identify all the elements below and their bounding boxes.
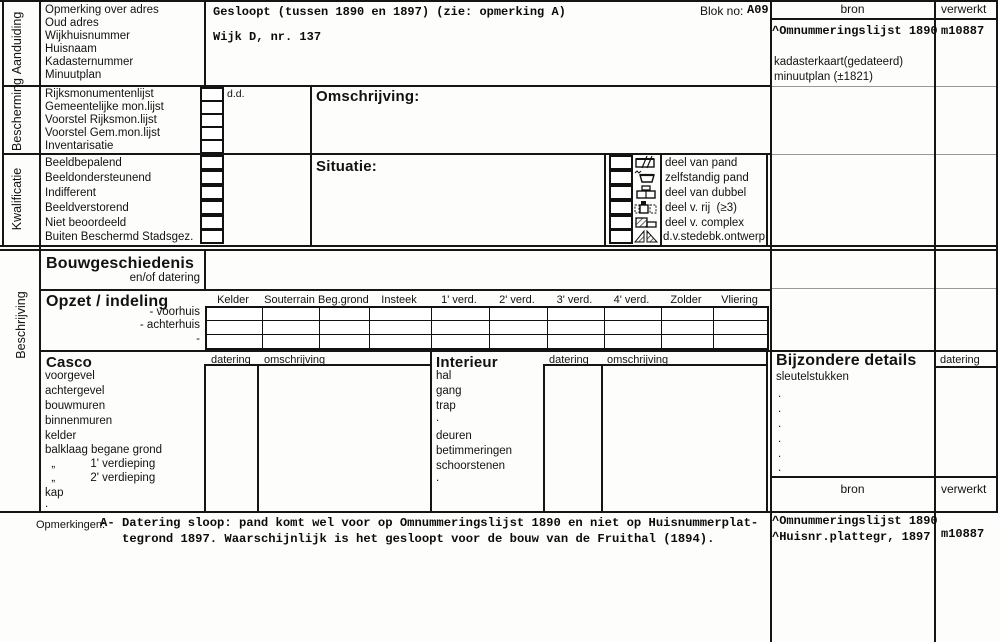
divider bbox=[39, 2, 41, 512]
casco-omschrijving-header: omschrijving bbox=[264, 354, 326, 366]
divider bbox=[766, 155, 768, 245]
kwalificatie-item: Beeldverstorend bbox=[45, 202, 129, 214]
verwerkt-column-header-bottom: verwerkt bbox=[941, 482, 987, 496]
divider bbox=[257, 364, 259, 512]
situatie-option: deel van pand bbox=[665, 157, 738, 169]
divider bbox=[2, 2, 4, 247]
opzet-cell[interactable] bbox=[207, 335, 263, 348]
opzet-cell[interactable] bbox=[605, 335, 662, 348]
divider bbox=[310, 86, 312, 247]
zelfstandig-pand-icon bbox=[634, 170, 660, 184]
typed-verwerkt-code-bottom: m10887 bbox=[941, 527, 985, 541]
opzet-cell[interactable] bbox=[207, 321, 263, 334]
bescherming-item: Inventarisatie bbox=[45, 140, 114, 152]
situatie-option: deel v. complex bbox=[665, 217, 745, 229]
field-label: Kadasternummer bbox=[45, 56, 134, 68]
verwerkt-column-header: verwerkt bbox=[941, 2, 987, 16]
opzet-col: 2' verd. bbox=[499, 294, 535, 306]
bijzonder-dot: . bbox=[778, 403, 782, 415]
divider bbox=[39, 289, 770, 291]
situatie-checkbox-0[interactable] bbox=[609, 155, 633, 170]
opzet-cell[interactable] bbox=[432, 321, 490, 334]
deel-van-dubbel-icon bbox=[634, 185, 660, 199]
opzet-cell[interactable] bbox=[320, 335, 370, 348]
bijzonder-row: sleutelstukken bbox=[776, 371, 849, 383]
source-item: minuutplan (±1821) bbox=[774, 71, 874, 83]
opzet-cell[interactable] bbox=[263, 308, 320, 321]
typed-source-bottom: ^Omnummeringslijst 1890 bbox=[772, 514, 938, 528]
opzet-cell[interactable] bbox=[432, 335, 490, 348]
kwalificatie-item: Niet beoordeeld bbox=[45, 217, 127, 229]
opzet-cell[interactable] bbox=[432, 308, 490, 321]
situatie-checkbox-3[interactable] bbox=[609, 200, 633, 215]
opzet-indeling-heading: Opzet / indeling bbox=[46, 293, 169, 310]
opzet-cell[interactable] bbox=[662, 335, 714, 348]
opzet-cell[interactable] bbox=[714, 308, 767, 321]
deel-v-complex-icon bbox=[634, 215, 660, 229]
deel-van-pand-icon bbox=[634, 155, 660, 169]
divider bbox=[204, 364, 206, 512]
casco-row: bouwmuren bbox=[45, 400, 106, 412]
kwalificatie-checkbox-4[interactable] bbox=[200, 215, 224, 230]
divider bbox=[771, 288, 998, 289]
opzet-cell[interactable] bbox=[490, 321, 548, 334]
typed-wijk-number: Wijk D, nr. 137 bbox=[213, 30, 322, 44]
typed-verwerkt-code: m10887 bbox=[941, 24, 985, 38]
opzet-col: Kelder bbox=[217, 294, 249, 306]
opzet-cell[interactable] bbox=[263, 335, 320, 348]
casco-row: voorgevel bbox=[45, 370, 95, 382]
casco-heading: Casco bbox=[46, 354, 93, 371]
opzet-cell[interactable] bbox=[714, 321, 767, 334]
opzet-cell[interactable] bbox=[605, 308, 662, 321]
field-label: Opmerking over adres bbox=[45, 4, 159, 16]
opzet-cell[interactable] bbox=[662, 308, 714, 321]
casco-row: binnenmuren bbox=[45, 415, 113, 427]
casco-row: . bbox=[45, 498, 49, 510]
opzet-col: Insteek bbox=[381, 294, 417, 306]
section-label-kwalificatie: Kwalificatie bbox=[10, 167, 24, 231]
situatie-checkbox-2[interactable] bbox=[609, 185, 633, 200]
situatie-checkbox-1[interactable] bbox=[609, 170, 633, 185]
kwalificatie-checkbox-1[interactable] bbox=[200, 170, 224, 185]
typed-remark-line: A- Datering sloop: pand komt wel voor op Omnummeringslijst 1890 en niet op Huisnummerplat- bbox=[100, 516, 759, 530]
typed-blok-no: A09 bbox=[747, 3, 769, 17]
interieur-heading: Interieur bbox=[436, 354, 498, 371]
divider bbox=[430, 350, 432, 512]
kwalificatie-item: Buiten Beschermd Stadsgez. bbox=[45, 231, 194, 243]
bescherming-checkbox-4[interactable] bbox=[200, 139, 224, 154]
opzet-cell[interactable] bbox=[548, 335, 605, 348]
kwalificatie-checkbox-0[interactable] bbox=[200, 155, 224, 170]
casco-row: „ 1' verdieping bbox=[45, 458, 156, 470]
source-item: kadasterkaart(gedateerd) bbox=[774, 56, 904, 68]
kwalificatie-checkbox-3[interactable] bbox=[200, 200, 224, 215]
situatie-checkbox-5[interactable] bbox=[609, 229, 633, 244]
bescherming-item: Gemeentelijke mon.lijst bbox=[45, 101, 164, 113]
opzet-col: Vliering bbox=[721, 294, 758, 306]
opzet-col: Souterrain bbox=[264, 294, 315, 306]
bijzonder-datering-header: datering bbox=[940, 354, 980, 366]
bescherming-item: Voorstel Gem.mon.lijst bbox=[45, 127, 161, 139]
dd-label: d.d. bbox=[227, 88, 245, 100]
interieur-row: schoorstenen bbox=[436, 460, 506, 472]
situatie-option: deel van dubbel bbox=[665, 187, 747, 199]
situatie-heading: Situatie: bbox=[316, 158, 377, 175]
opzet-col: 4' verd. bbox=[613, 294, 650, 306]
omschrijving-heading: Omschrijving: bbox=[316, 88, 420, 105]
blok-no-label: Blok no: bbox=[700, 4, 744, 18]
opzet-col: Zolder bbox=[670, 294, 702, 306]
interieur-row: hal bbox=[436, 370, 452, 382]
situatie-option: deel v. rij (≥3) bbox=[665, 202, 737, 214]
divider bbox=[770, 0, 772, 642]
field-label: Minuutplan bbox=[45, 69, 102, 81]
typed-source: ^Omnummeringslijst 1890 bbox=[772, 24, 938, 38]
divider bbox=[934, 366, 998, 368]
divider bbox=[204, 251, 206, 290]
divider bbox=[996, 2, 998, 512]
typed-source-bottom: ^Huisnr.plattegr, 1897 bbox=[772, 530, 931, 544]
opzet-col: Beg.grond bbox=[318, 294, 369, 306]
bouwgeschiedenis-heading: Bouwgeschiedenis bbox=[46, 255, 195, 272]
divider bbox=[771, 18, 998, 20]
typed-remark-line: tegrond 1897. Waarschijnlijk is het gesloopt voor de bouw van de Fruithal (1894). bbox=[122, 532, 715, 546]
bescherming-item: Voorstel Rijksmon.lijst bbox=[45, 114, 157, 126]
opzet-cell[interactable] bbox=[548, 308, 605, 321]
kwalificatie-item: Beeldondersteunend bbox=[45, 172, 152, 184]
opzet-cell[interactable] bbox=[207, 308, 263, 321]
interieur-row: deuren bbox=[436, 430, 472, 442]
casco-row: „ 2' verdieping bbox=[45, 472, 156, 484]
casco-row: achtergevel bbox=[45, 385, 105, 397]
divider bbox=[660, 155, 662, 245]
section-label-aanduiding: Aanduiding bbox=[10, 11, 24, 75]
opzet-cell[interactable] bbox=[263, 321, 320, 334]
bescherming-item: Rijksmonumentenlijst bbox=[45, 88, 154, 100]
opzet-cell[interactable] bbox=[714, 335, 767, 348]
interieur-row: betimmeringen bbox=[436, 445, 513, 457]
interieur-row: trap bbox=[436, 400, 456, 412]
opzet-col: 1' verd. bbox=[441, 294, 477, 306]
opzet-col: 3' verd. bbox=[556, 294, 593, 306]
opzet-row-label: - voorhuis bbox=[149, 306, 200, 318]
divider bbox=[771, 476, 998, 478]
divider bbox=[771, 154, 998, 155]
opzet-cell[interactable] bbox=[490, 308, 548, 321]
stedebouwkundig-ontwerp-icon bbox=[634, 229, 660, 243]
divider bbox=[601, 364, 603, 512]
opzet-cell[interactable] bbox=[320, 321, 370, 334]
interieur-row: . bbox=[436, 472, 440, 484]
opzet-row-label: - bbox=[196, 333, 200, 345]
casco-datering-header: datering bbox=[211, 354, 251, 366]
bijzonder-dot: . bbox=[778, 433, 782, 445]
divider bbox=[0, 511, 998, 513]
divider bbox=[771, 86, 998, 87]
kwalificatie-checkbox-2[interactable] bbox=[200, 185, 224, 200]
opzet-cell[interactable] bbox=[490, 335, 548, 348]
bijzonder-dot: . bbox=[778, 448, 782, 460]
interieur-row: . bbox=[436, 412, 440, 424]
opzet-cell[interactable] bbox=[370, 335, 432, 348]
opzet-cell[interactable] bbox=[370, 308, 432, 321]
opzet-table bbox=[205, 306, 769, 350]
bijzonder-dot: . bbox=[778, 388, 782, 400]
opzet-cell[interactable] bbox=[370, 321, 432, 334]
divider bbox=[204, 2, 206, 86]
opzet-row-label: - achterhuis bbox=[139, 319, 200, 331]
bron-column-header-bottom: bron bbox=[840, 482, 865, 496]
divider bbox=[604, 155, 606, 245]
bijzonder-dot: . bbox=[778, 418, 782, 430]
interieur-row: gang bbox=[436, 385, 462, 397]
casco-row: balklaag begane grond bbox=[45, 444, 163, 456]
kwalificatie-item: Indifferent bbox=[45, 187, 96, 199]
field-label: Oud adres bbox=[45, 17, 99, 29]
divider bbox=[543, 364, 545, 512]
bijzondere-details-heading: Bijzondere details bbox=[776, 352, 917, 369]
opzet-cell[interactable] bbox=[662, 321, 714, 334]
bijzonder-dot: . bbox=[778, 462, 782, 474]
casco-row: kap bbox=[45, 487, 64, 499]
bron-column-header: bron bbox=[840, 2, 865, 16]
interieur-datering-header: datering bbox=[549, 354, 589, 366]
section-label-beschrijving: Beschrijving bbox=[14, 291, 28, 359]
opzet-cell[interactable] bbox=[320, 308, 370, 321]
situatie-checkbox-4[interactable] bbox=[609, 215, 633, 230]
opzet-cell[interactable] bbox=[605, 321, 662, 334]
divider bbox=[934, 0, 936, 642]
bouwgeschiedenis-subheading: en/of datering bbox=[129, 272, 200, 284]
field-label: Wijkhuisnummer bbox=[45, 30, 130, 42]
kwalificatie-checkbox-5[interactable] bbox=[200, 229, 224, 244]
situatie-option: d.v.stedebk.ontwerp bbox=[663, 231, 766, 243]
opzet-cell[interactable] bbox=[548, 321, 605, 334]
opmerkingen-label: Opmerkingen: bbox=[36, 519, 106, 531]
typed-address-remark: Gesloopt (tussen 1890 en 1897) (zie: opmerking A) bbox=[213, 5, 566, 19]
divider bbox=[0, 245, 998, 247]
situatie-option: zelfstandig pand bbox=[665, 172, 749, 184]
section-label-bescherming: Bescherming bbox=[10, 78, 24, 151]
divider bbox=[2, 85, 771, 87]
deel-v-rij-icon bbox=[634, 200, 660, 214]
divider bbox=[766, 350, 768, 512]
interieur-omschrijving-header: omschrijving bbox=[607, 354, 669, 366]
opzet-table-header bbox=[205, 294, 767, 306]
field-label: Huisnaam bbox=[45, 43, 97, 55]
casco-row: kelder bbox=[45, 430, 77, 442]
kwalificatie-item: Beeldbepalend bbox=[45, 157, 122, 169]
divider bbox=[0, 249, 998, 251]
